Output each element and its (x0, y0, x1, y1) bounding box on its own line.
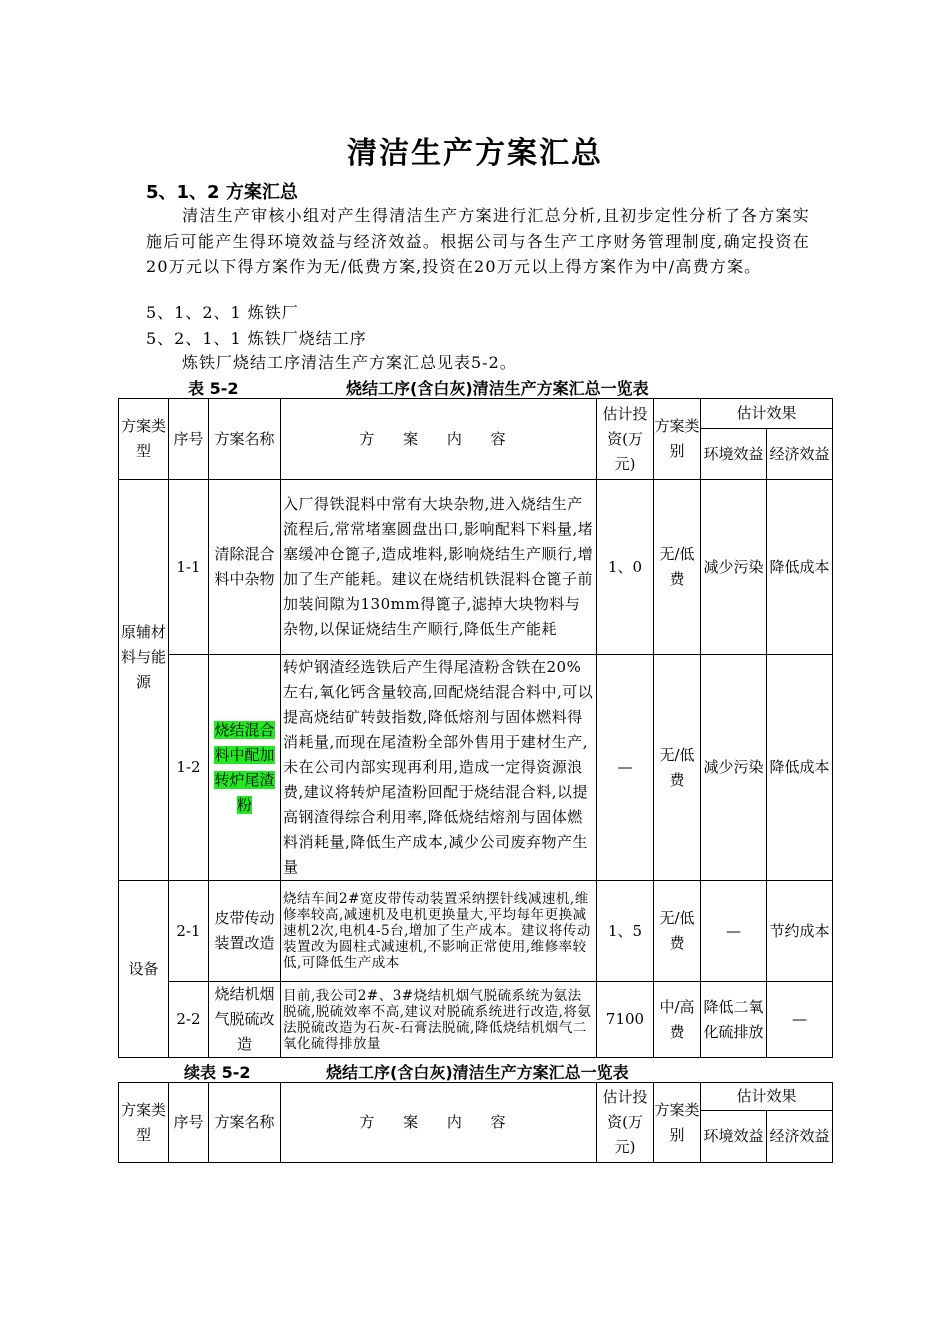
header-invest: 估计投资(万元) (597, 399, 654, 480)
header-content: 方 案 内 容 (281, 399, 597, 480)
invest-cell: 1、5 (597, 881, 654, 982)
intro-paragraph (146, 203, 810, 280)
header-seq: 序号 (169, 399, 209, 480)
table-caption-title: 烧结工序(含白灰)清洁生产方案汇总一览表 (346, 379, 649, 398)
env-cell: 降低二氧化硫排放 (701, 982, 767, 1058)
header-benefit: 估计效果 (701, 1083, 833, 1111)
header-env: 环境效益 (701, 429, 767, 480)
type-cell: 设备 (119, 881, 169, 1058)
name-cell: 烧结机烟气脱硫改造 (209, 982, 281, 1058)
header-type: 方案类型 (119, 1083, 169, 1163)
table-caption-number: 表 5-2 (188, 379, 239, 398)
section-heading: 5、1、2 方案汇总 (146, 182, 298, 203)
seq-cell: 1-1 (169, 480, 209, 655)
header-env: 环境效益 (701, 1111, 767, 1163)
table-header-row (119, 399, 833, 429)
name-cell (209, 655, 281, 881)
header-econ: 经济效益 (767, 429, 833, 480)
name-cell: 皮带传动装置改造 (209, 881, 281, 982)
seq-cell: 1-2 (169, 655, 209, 881)
seq-cell: 2-2 (169, 982, 209, 1058)
table-row (119, 881, 833, 982)
header-type: 方案类型 (119, 399, 169, 480)
table-row (119, 480, 833, 655)
invest-cell: — (597, 655, 654, 881)
content-cell: 目前,我公司2#、3#烧结机烟气脱硫系统为氨法脱硫,脱硫效率不高,建议对脱硫系统进行改造,将氨法脱硫改造为石灰-石膏法脱硫,降低烧结机烟气二氧化硫得排放量 (281, 982, 597, 1058)
continued-caption-title: 烧结工序(含白灰)清洁生产方案汇总一览表 (326, 1063, 629, 1082)
header-invest: 估计投资(万元) (597, 1083, 654, 1163)
name-cell: 清除混合料中杂物 (209, 480, 281, 655)
sub-heading-ironworks: 5、1、2、1 炼铁厂 (146, 303, 299, 322)
env-cell: 减少污染 (701, 480, 767, 655)
header-category: 方案类别 (654, 1083, 701, 1163)
invest-cell: 1、0 (597, 480, 654, 655)
header-seq: 序号 (169, 1083, 209, 1163)
invest-cell: 7100 (597, 982, 654, 1058)
scheme-summary-table (118, 398, 833, 1058)
intro-paragraph-text: 清洁生产审核小组对产生得清洁生产方案进行汇总分析,且初步定性分析了各方案实施后可能产生得环境效益与经济效益。根据公司与各生产工序财务管理制度,确定投资在20万元以下得方案作为无/低费方案,投资在20万元以上得方案作为中/高费方案。 (146, 206, 810, 276)
table-reference-text: 炼铁厂烧结工序清洁生产方案汇总见表5-2。 (182, 353, 517, 372)
table-row (119, 655, 833, 881)
header-name: 方案名称 (209, 1083, 281, 1163)
econ-cell: 节约成本 (767, 881, 833, 982)
continued-table (118, 1082, 833, 1163)
seq-cell: 2-1 (169, 881, 209, 982)
env-cell: — (701, 881, 767, 982)
header-benefit: 估计效果 (701, 399, 833, 429)
highlighted-name: 烧结混合料中配加转炉尾渣粉 (214, 720, 275, 814)
page-title: 清洁生产方案汇总 (347, 136, 603, 171)
header-content: 方 案 内 容 (281, 1083, 597, 1163)
category-cell: 无/低费 (654, 480, 701, 655)
continued-caption-number: 续表 5-2 (184, 1063, 251, 1082)
category-cell: 中/高费 (654, 982, 701, 1058)
header-category: 方案类别 (654, 399, 701, 480)
category-cell: 无/低费 (654, 881, 701, 982)
table-row (119, 982, 833, 1058)
content-cell: 烧结车间2#宽皮带传动装置采纳摆针线减速机,维修率较高,减速机及电机更换量大,平均每年更换减速机2次,电机4-5台,增加了生产成本。建议将传动装置改为圆柱式减速机,不影响正常使用,维修率较低,可降低生产成本 (281, 881, 597, 982)
type-cell: 原辅材料与能源 (119, 480, 169, 881)
header-name: 方案名称 (209, 399, 281, 480)
econ-cell: — (767, 982, 833, 1058)
table-header-row (119, 1083, 833, 1111)
header-econ: 经济效益 (767, 1111, 833, 1163)
category-cell: 无/低费 (654, 655, 701, 881)
econ-cell: 降低成本 (767, 655, 833, 881)
content-cell: 转炉钢渣经选铁后产生得尾渣粉含铁在20%左右,氧化钙含量较高,回配烧结混合料中,可以提高烧结矿转鼓指数,降低熔剂与固体燃料得消耗量,而现在尾渣粉全部外售用于建材生产,未在公司内部实现再利用,造成一定得资源浪费,建议将转炉尾渣粉回配于烧结混合料,以提高钢渣得综合利用率,降低烧结熔剂与固体燃料消耗量,降低生产成本,减少公司废弃物产生量 (281, 655, 597, 881)
econ-cell: 降低成本 (767, 480, 833, 655)
env-cell: 减少污染 (701, 655, 767, 881)
content-cell: 入厂得铁混料中常有大块杂物,进入烧结生产流程后,常常堵塞圆盘出口,影响配料下料量,堵塞缓冲仓篦子,造成堆料,影响烧结生产顺行,增加了生产能耗。建议在烧结机铁混料仓篦子前加装间隙为130mm得篦子,滤掉大块物料与杂物,以保证烧结生产顺行,降低生产能耗 (281, 480, 597, 655)
sub-heading-sintering: 5、2、1、1 炼铁厂烧结工序 (146, 329, 367, 348)
